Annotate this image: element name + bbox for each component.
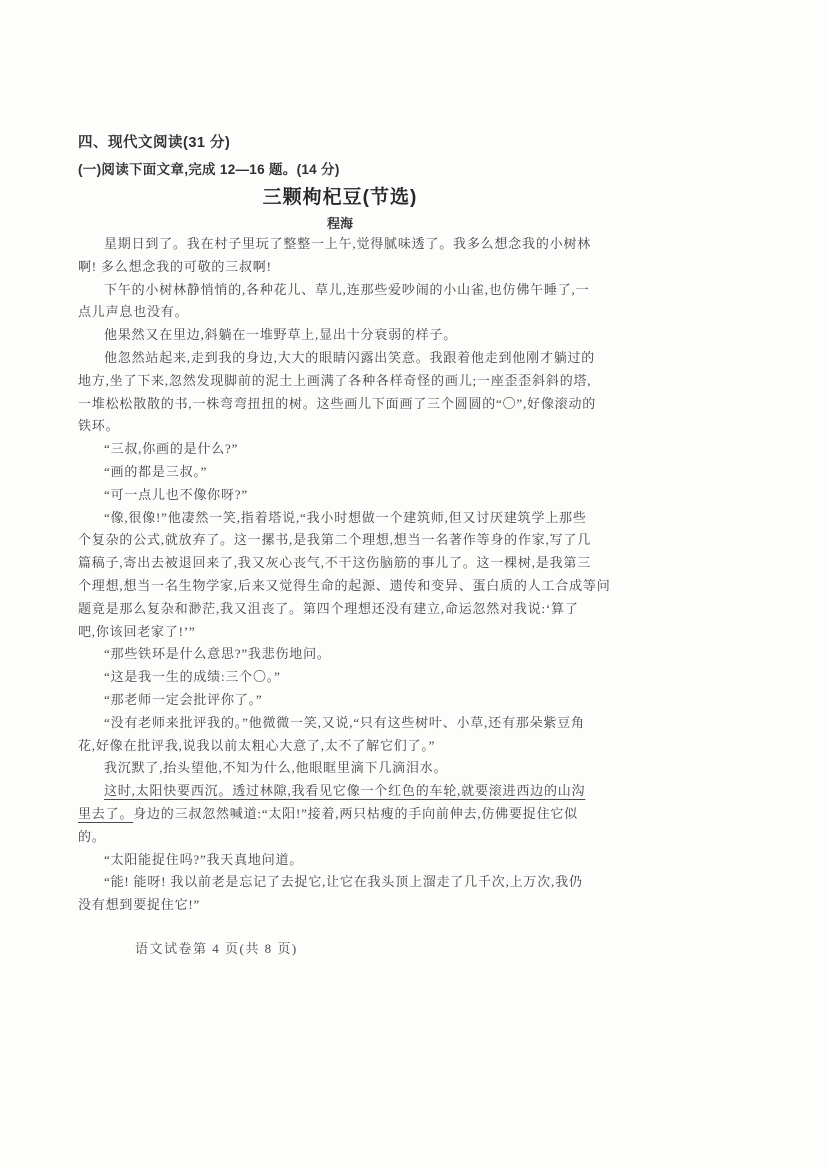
text-line [78,689,618,712]
text-line [78,484,618,507]
text-segment: 身边的三叔忽然喊道:“太阳!”接着,两只枯瘦的手向前伸去,仿佛要捉住它似 [133,805,578,821]
exam-content [78,134,618,917]
text-line [78,370,618,393]
text-segment: 的。 [78,828,106,844]
text-segment: 个理想,想当一名生物学家,后来又觉得生命的起源、遗传和变异、蛋白质的人工合成等问 [78,577,611,593]
text-segment: “那些铁环是什么意思?”我悲伤地问。 [104,646,331,662]
article-title: 三颗枸杞豆(节选) [262,187,418,208]
text-line [78,803,618,826]
text-segment: 篇稿子,寄出去被退回来了,我又灰心丧气,不干这伤脑筋的事儿了。这一棵树,是我第三 [78,555,592,571]
text-segment: 星期日到了。我在村子里玩了整整一上午,觉得腻味透了。我多么想念我的小树林 [104,236,592,251]
text-line [78,279,618,302]
text-line [78,438,618,461]
text-line [78,507,618,530]
section-heading: 四、现代文阅读(31 分) [78,135,231,151]
text-line [78,324,618,347]
text-segment: 他果然又在里边,斜躺在一堆野草上,显出十分衰弱的样子。 [104,327,458,343]
text-segment: “像,很像!”他凄然一笑,指着塔说,“我小时想做一个建筑师,但又讨厌建筑学上那些 [104,509,587,525]
text-line [78,712,618,735]
text-segment: 没有想到要捉住它!” [78,897,201,913]
text-segment: “太阳能捉住吗?”我天真地问道。 [104,851,304,867]
article-author: 程海 [326,216,353,231]
text-line [78,757,618,780]
text-line [78,643,618,666]
text-line [78,393,618,416]
article-body [78,233,618,917]
text-segment: 点儿声息也没有。 [78,304,189,320]
text-line [78,826,618,849]
text-segment: 地方,坐了下来,忽然发现脚前的泥土上画满了各种各样奇怪的画儿;一座歪歪斜斜的塔, [78,372,592,388]
text-segment: 铁环。 [78,418,120,434]
text-segment: 花,好像在批评我,说我以前太粗心大意了,太不了解它们了。” [78,737,436,753]
text-line [78,780,618,803]
text-line [78,735,618,758]
underlined-text: 这时,太阳快要西沉。透过林隙,我看见它像一个红色的车轮,就要滚进西边的山沟 [104,783,586,799]
text-segment: “三叔,你画的是什么?” [104,441,239,457]
text-line [78,347,618,370]
text-line [78,233,618,256]
text-segment: 吧,你该回老家了!’” [78,623,196,639]
text-line [78,894,618,917]
reading-instruction: (一)阅读下面文章,完成 12—16 题。(14 分) [78,162,340,177]
text-line [78,849,618,872]
text-line [78,461,618,484]
text-line [78,621,618,644]
text-segment: 个复杂的公式,就放弃了。这一摞书,是我第二个理想,想当一名著作等身的作家,写了几 [78,532,592,548]
text-segment: “可一点儿也不像你呀?” [104,486,248,502]
text-segment: “没有老师来批评我的。”他微微一笑,又说,“只有这些树叶、小草,还有那朵紫豆角 [104,714,585,730]
text-line [78,666,618,689]
text-segment: “这是我一生的成绩:三个〇。” [104,669,281,685]
text-segment: 我沉默了,抬头望他,不知为什么,他眼眶里滴下几滴泪水。 [104,760,448,776]
text-line [78,529,618,552]
text-line [78,415,618,438]
text-segment: 下午的小树林静悄悄的,各种花儿、草儿,连那些爱吵闹的小山雀,也仿佛午睡了,一 [104,281,590,297]
text-segment: “画的都是三叔。” [104,463,208,479]
text-segment: 啊! 多么想念我的可敬的三叔啊! [78,258,272,274]
text-segment: “能! 能呀! 我以前老是忘记了去捉它,让它在我头顶上溜走了几千次,上万次,我仍 [104,874,583,890]
text-line [78,301,618,324]
text-segment: 一堆松松散散的书,一株弯弯扭扭的树。这些画儿下面画了三个圆圆的“〇”,好像滚动的 [78,395,597,411]
text-line [78,552,618,575]
text-segment: 题竟是那么复杂和渺茫,我又沮丧了。第四个理想还没有建立,命运忽然对我说:‘算了 [78,600,579,616]
text-line [78,256,618,279]
text-line [78,575,618,598]
text-segment: 他忽然站起来,走到我的身边,大大的眼睛闪露出笑意。我跟着他走到他刚才躺过的 [104,349,596,365]
underlined-text: 里去了。 [78,805,134,821]
page-footer: 语文试卷第 4 页(共 8 页) [135,941,298,956]
text-line [78,871,618,894]
text-segment: “那老师一定会批评你了。” [104,691,263,707]
text-line [78,598,618,621]
